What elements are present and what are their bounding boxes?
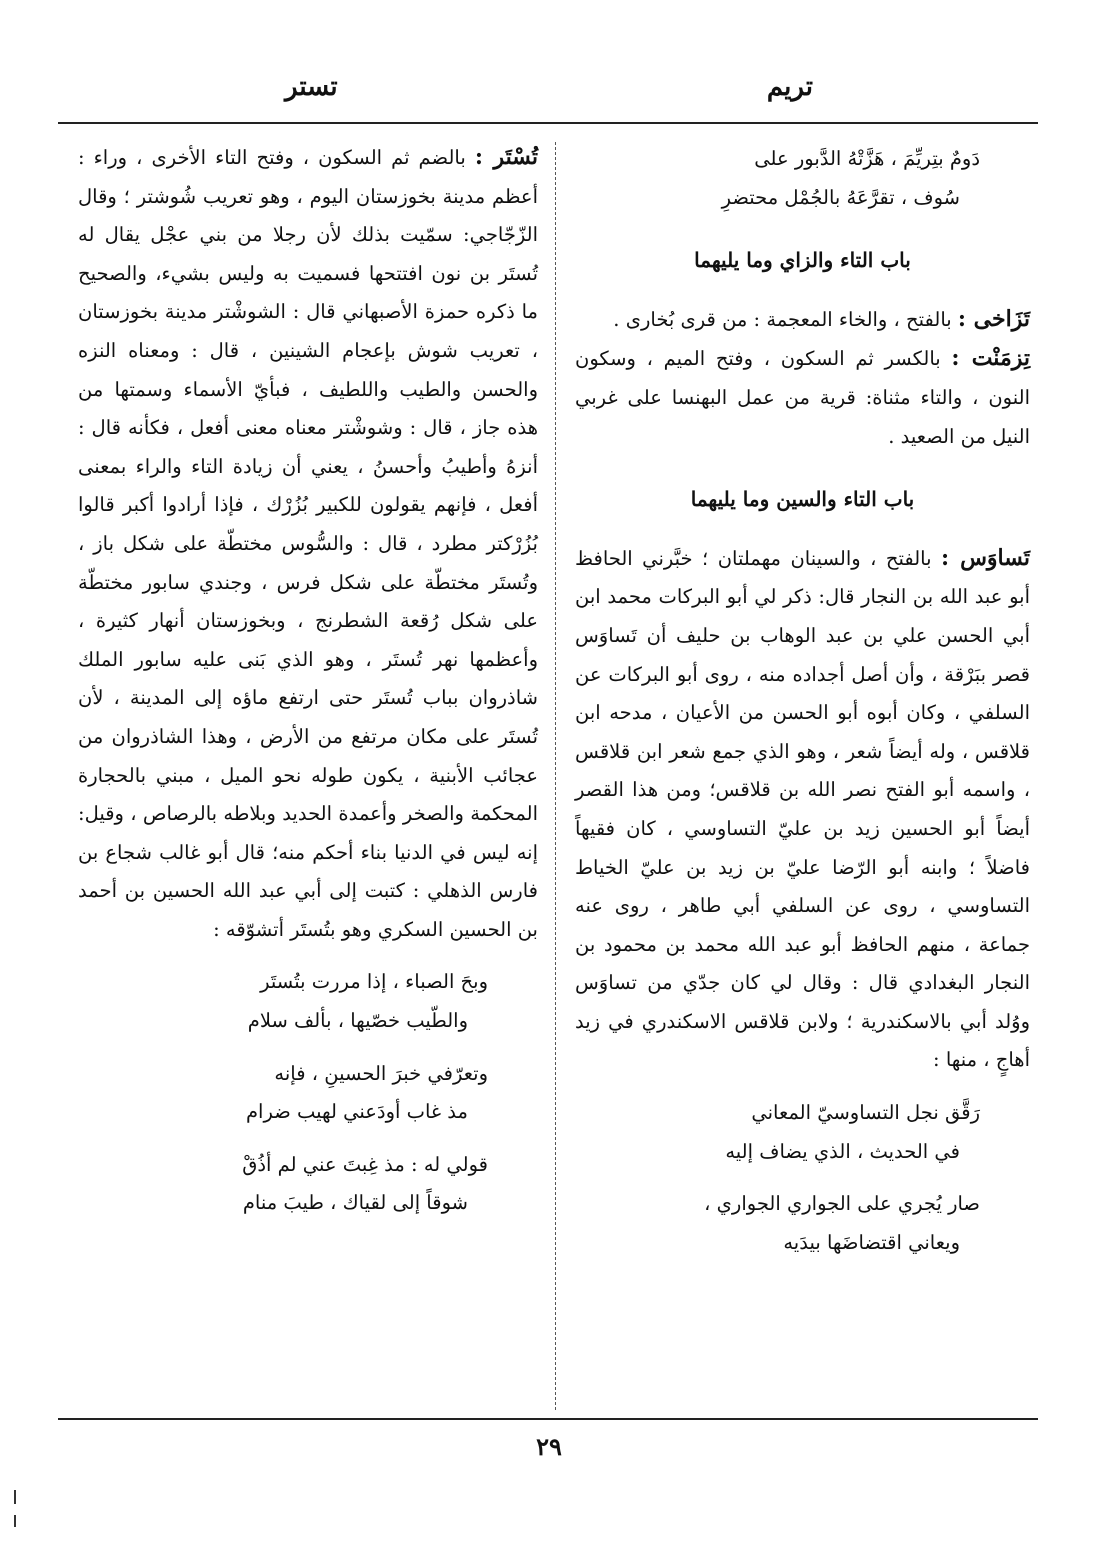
- entry-tazakhi: [575, 300, 1030, 340]
- entry-body: بالكسر ثم السكون ، وفتح الميم ، وسكون النون ، والتاء مثناة: قرية من عمل البهنسا على غربي النيل من الصعيد .: [575, 347, 1030, 448]
- scan-mark: [14, 1490, 16, 1504]
- left-column: [78, 138, 538, 1237]
- verse: [78, 1055, 538, 1132]
- entry-body: بالفتح ، والخاء المعجمة : من قرى بُخارى .: [613, 307, 952, 331]
- entry-body: بالفتح ، والسينان مهملتان ؛ خبَّرني الحافظ أبو عبد الله بن النجار قال: ذكر لي أبو البركات محمد ابن أبي الحسن علي بن عبد الوهاب بن حليف أن تَساوَس قصر ببَرْقة ، وأن أصل أجداده منه ، روى أبو البركات عن السلفي ، وكان أبوه أبو الحسن من الأعيان ، مدحه ابن قلاقس ، وله أيضاً شعر ، وهو الذي جمع شعر ابن قلاقس ، واسمه أبو الفتح نصر الله بن قلاقس؛ ومن هذا القصر أيضاً أبو الحسين زيد بن عليّ التساوسي ، كان فقيهاً فاضلاً ؛ وابنه أبو الرّضا عليّ بن زيد بن عليّ الخياط التساوسي ، روى عن السلفي أبي طاهر ، روى عنه جماعة ، منهم الحافظ أبو عبد الله محمد بن محمود بن النجار البغدادي قال : وقال لي كان جدّي من تساوَس ووُلد أبي بالاسكندرية ؛ ولابن قلاقس الاسكندري في زيد أهاجٍ ، منها :: [575, 546, 1030, 1072]
- verse: [78, 963, 538, 1040]
- verse: [575, 1094, 1030, 1171]
- bottom-rule: [58, 1418, 1038, 1420]
- verse-line: صار يُجري على الجواري الجواري ،: [704, 1192, 980, 1216]
- section-heading: باب التاء والسين وما يليهما: [690, 487, 915, 512]
- entry-tizmant: [575, 339, 1030, 456]
- verse-line: دَومٌ بتِريِّمَ ، هَزَّتْهُ الدَّبور على: [754, 147, 980, 170]
- verse: [78, 1146, 538, 1223]
- scan-mark: [14, 1515, 16, 1527]
- verse-line: في الحديث ، الذي يضاف إليه: [725, 1139, 960, 1163]
- entry-headword: تَساوَس :: [941, 544, 1030, 571]
- section-heading: باب التاء والزاي وما يليهما: [694, 248, 911, 273]
- entry-tasawas: [575, 539, 1030, 1080]
- intro-verse: [575, 140, 1030, 217]
- entry-body: بالضم ثم السكون ، وفتح التاء الأخرى ، وراء : أعظم مدينة بخوزستان اليوم ، وهو تعريب شُوشتر ؛ وقال الزّجّاجي: سمّيت بذلك لأن رجلا من بني عجْل يقال له تُستَر بن نون افتتحها فسميت به وليس بشيء، والصحيح ما ذكره حمزة الأصبهاني قال : الشوشْتر مدينة بخوزستان ، تعريب شوش بإعجام الشينين ، قال : ومعناه النزه والحسن والطيب واللطيف ، فبأيّ الأسماء وسمتها من هذه جاز ، قال : وشوشْتر معناه معنى أفعل ، فكأنه قال : أنزهُ وأطيبُ وأحسنُ ، يعني أن زيادة التاء والراء بمعنى أفعل ، فإنهم يقولون للكبير بُزُرْك ، فإذا أرادوا أكبر قالوا بُزُرْكتر مطرد ، قال : والسُّوس مختطّة على شكل باز ، وتُستَر مختطّة على شكل فرس ، وجندي سابور مختطّة على شكل رُقعة الشطرنج ، وبخوزستان أنهار كثيرة ، وأعظمها نهر تُستَر ، وهو الذي بَنى عليه سابور الملك شاذروان بباب تُستَر حتى ارتفع ماؤه إلى المدينة ، لأن تُستَر على مكان مرتفع من الأرض ، وهذا الشاذروان من عجائب الأبنية ، يكون طوله نحو الميل ، مبني بالحجارة المحكمة والصخر وأعمدة الحديد وبلاطه بالرصاص ، وقيل: إنه ليس في الدنيا بناء أحكم منه؛ قال أبو غالب شجاع بن فارس الذهلي : كتبت إلى أبي عبد الله الحسين بن أحمد بن الحسين السكري وهو بتُستَر أتشوّقه :: [78, 146, 538, 941]
- page-number: ٢٩: [536, 1432, 562, 1461]
- entry-headword: تَزَاخى :: [957, 305, 1030, 332]
- top-rule: [58, 122, 1038, 124]
- entry-headword: تِزمَنْت :: [951, 345, 1030, 372]
- running-header-left: تستر: [285, 72, 338, 102]
- column-divider: [555, 142, 556, 1410]
- verse-line: والطّيب خصّيها ، بألف سلام: [247, 1009, 468, 1033]
- running-header-right: تريم: [766, 72, 813, 102]
- verse-line: رَقَّق نجل التساوسيّ المعاني: [751, 1101, 980, 1125]
- entry-headword: تُسْتَر :: [474, 144, 538, 170]
- entry-tustar: [78, 138, 538, 949]
- verse-line: ويعاني اقتضاضَها بيدَيه: [783, 1230, 960, 1254]
- verse-line: قولي له : مذ غِبتَ عني لم أذُقْ: [242, 1152, 488, 1176]
- verse-line: وبحَ الصباء ، إذا مررت بتُستَر: [260, 970, 488, 994]
- verse-line: شوقاً إلى لقياك ، طيبَ منام: [242, 1191, 468, 1215]
- verse: [575, 1185, 1030, 1262]
- verse-line: وتعرّفي خبرَ الحسينِ ، فإنه: [274, 1061, 488, 1085]
- verse-line: مذ غاب أودَعني لهيب ضرام: [245, 1100, 468, 1124]
- right-column: [575, 140, 1030, 1276]
- verse-line: سُوف ، تقرَّعَهُ بالجُمْل محتضرِ: [721, 185, 960, 209]
